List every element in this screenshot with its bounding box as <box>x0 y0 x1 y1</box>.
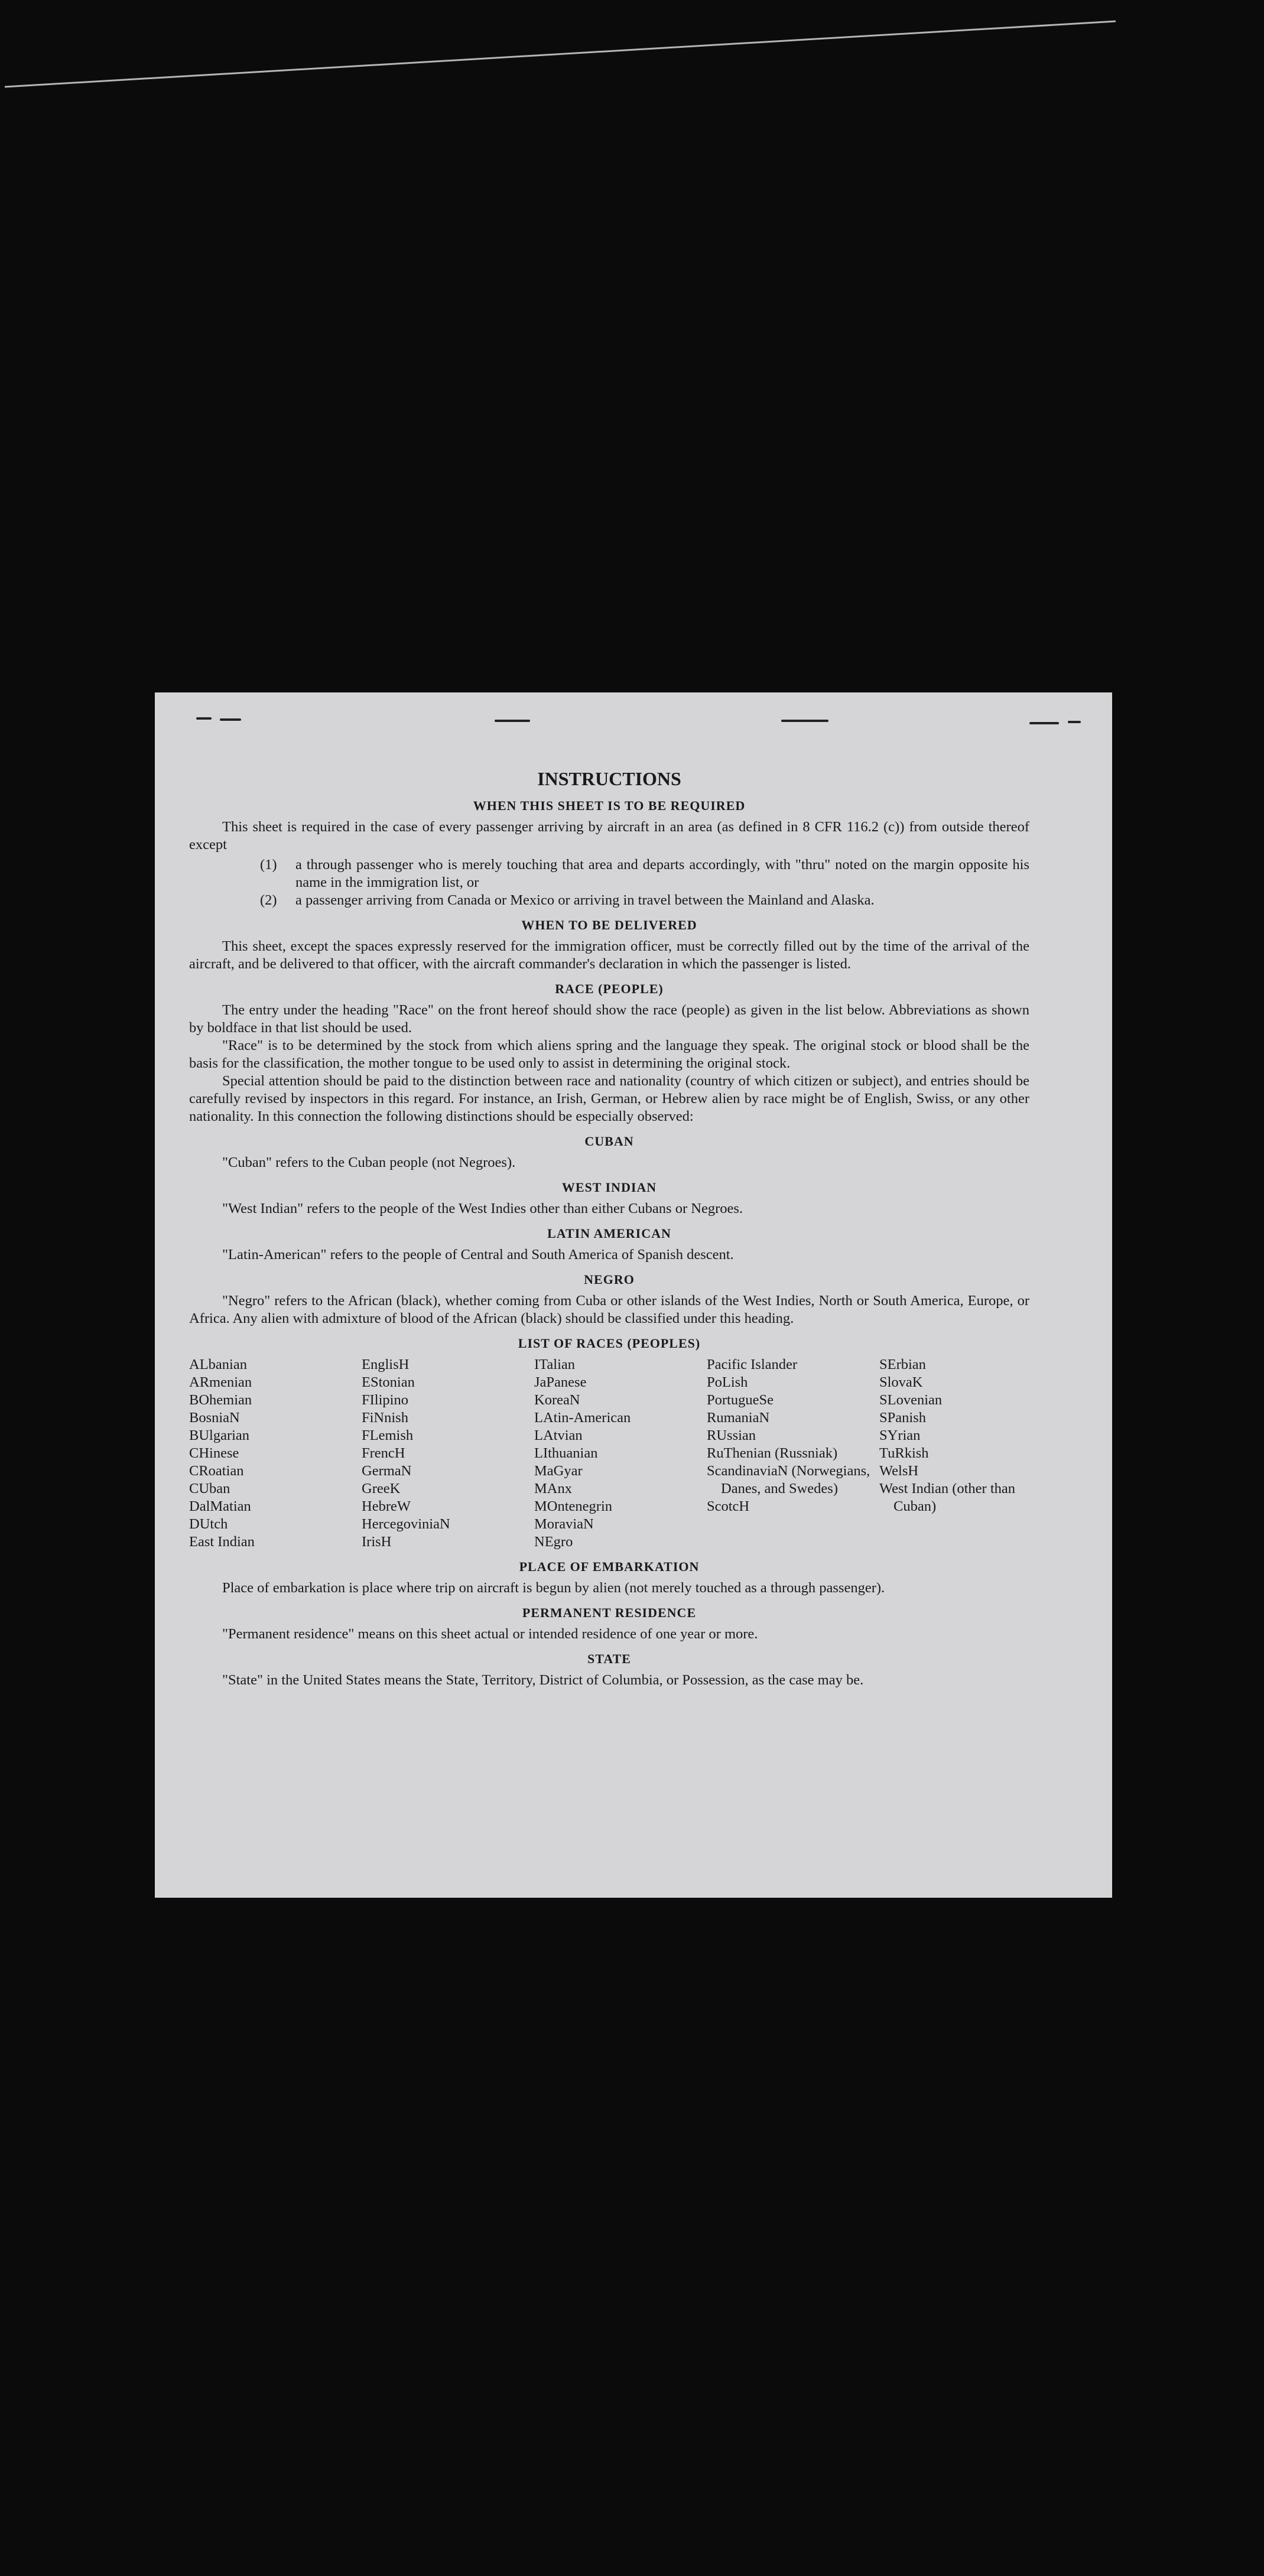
scan-speck <box>196 717 212 720</box>
race-item: MoraviaN <box>534 1516 594 1532</box>
race-item: MOntenegrin <box>534 1498 612 1514</box>
section-heading-west-indian: WEST INDIAN <box>561 1180 657 1195</box>
scan-speck <box>1068 721 1081 723</box>
race-item: SErbian <box>879 1357 926 1372</box>
race-item: BUlgarian <box>189 1427 250 1443</box>
clause-item <box>189 892 1029 909</box>
clause-text: a passenger arriving from Canada or Mexico or arriving in travel between the Mainland and Alaska. <box>295 892 875 908</box>
races-column <box>707 1356 879 1551</box>
race-item: FIlipino <box>362 1392 408 1408</box>
race-item: Pacific Islander <box>707 1357 798 1372</box>
race-item: SLovenian <box>879 1392 943 1408</box>
race-item: GermaN <box>362 1463 412 1479</box>
clause-number: (2) <box>260 892 277 908</box>
section-heading-when-delivered: WHEN TO BE DELIVERED <box>521 918 697 932</box>
race-item: EnglisH <box>362 1357 410 1372</box>
race-item: DUtch <box>189 1516 228 1532</box>
race-item: ScotcH <box>707 1498 750 1514</box>
paragraph: "State" in the United States means the State, Territory, District of Columbia, or Possession, as the case may be. <box>222 1672 864 1688</box>
race-item: TuRkish <box>879 1445 929 1461</box>
race-item: DalMatian <box>189 1498 251 1514</box>
race-item: PoLish <box>707 1374 748 1390</box>
race-item: SYrian <box>879 1427 921 1443</box>
race-item: LIthuanian <box>534 1445 598 1461</box>
paragraph: This sheet, except the spaces expressly reserved for the immigration officer, must be correctly filled out by the time of the arrival of the aircraft, and be delivered to that officer, with the aircraft commander's declaration in which the passenger is listed. <box>189 938 1029 972</box>
paragraph: Special attention should be paid to the distinction between race and nationality (country of which citizen or subject), and entries should be carefully revised by inspectors in this regard. For instance, an Irish, German, or Hebrew alien by race might be of English, Swiss, or any other nationality. In this connection the following distinctions should be especially observed: <box>189 1073 1029 1124</box>
race-item: JaPanese <box>534 1374 587 1390</box>
race-item: LAtin-American <box>534 1410 631 1426</box>
section-heading-negro: NEGRO <box>584 1272 635 1287</box>
race-item: MAnx <box>534 1481 572 1497</box>
clause-number: (1) <box>260 857 277 873</box>
section-heading-permanent-residence: PERMANENT RESIDENCE <box>522 1605 697 1620</box>
section-heading-cuban: CUBAN <box>584 1134 634 1149</box>
race-item: CRoatian <box>189 1463 244 1479</box>
race-item: BOhemian <box>189 1392 252 1408</box>
paragraph: The entry under the heading "Race" on the front hereof should show the race (people) as given in the list below. Abbreviations as shown by boldface in that list should be used. <box>189 1002 1029 1036</box>
paragraph: "Permanent residence" means on this sheet actual or intended residence of one year or more. <box>222 1626 758 1642</box>
races-column <box>879 1356 1033 1551</box>
race-item: EStonian <box>362 1374 415 1390</box>
race-item: MaGyar <box>534 1463 583 1479</box>
clause-list <box>189 856 1029 909</box>
race-item: FLemish <box>362 1427 414 1443</box>
paragraph: "Latin-American" refers to the people of Central and South America of Spanish descent. <box>222 1247 734 1263</box>
scan-edge-line <box>5 0 1116 89</box>
race-item: BosniaN <box>189 1410 240 1426</box>
race-item: ScandinaviaN (Norwegians, Danes, and Swedes) <box>707 1463 870 1497</box>
clause-item <box>189 856 1029 892</box>
race-item: RuThenian (Russniak) <box>707 1445 838 1461</box>
paragraph: Place of embarkation is place where trip on aircraft is begun by alien (not merely touched as a through passenger). <box>222 1580 885 1596</box>
race-item: FiNnish <box>362 1410 408 1426</box>
race-item: LAtvian <box>534 1427 583 1443</box>
section-heading-when-required: WHEN THIS SHEET IS TO BE REQUIRED <box>473 798 746 813</box>
race-item: CUban <box>189 1481 230 1497</box>
race-item: KoreaN <box>534 1392 580 1408</box>
race-item: ARmenian <box>189 1374 252 1390</box>
races-list <box>189 1356 1029 1551</box>
paragraph: "Race" is to be determined by the stock from which aliens spring and the language they speak. The original stock or blood shall be the basis for the classification, the mother tongue to be used only to assist in determining the original stock. <box>189 1037 1029 1071</box>
race-item: FrencH <box>362 1445 405 1461</box>
paragraph: "West Indian" refers to the people of the West Indies other than either Cubans or Negroes. <box>222 1201 743 1217</box>
scan-speck <box>220 718 241 721</box>
section-heading-list-of-races: LIST OF RACES (PEOPLES) <box>518 1336 701 1351</box>
races-column <box>189 1356 362 1551</box>
race-item: HercegoviniaN <box>362 1516 450 1532</box>
race-item: WelsH <box>879 1463 919 1479</box>
scan-speck <box>1029 722 1059 724</box>
race-item: CHinese <box>189 1445 239 1461</box>
section-heading-state: STATE <box>587 1651 631 1666</box>
race-item: SPanish <box>879 1410 926 1426</box>
race-item: HebreW <box>362 1498 411 1514</box>
scan-speck <box>495 720 530 722</box>
races-column <box>534 1356 707 1551</box>
section-heading-race: RACE (PEOPLE) <box>555 981 664 996</box>
race-item: NEgro <box>534 1534 573 1550</box>
races-column <box>362 1356 534 1551</box>
clause-text: a through passenger who is merely touching that area and departs accordingly, with "thru" noted on the margin opposite his name in the immigration list, or <box>295 857 1029 890</box>
instruction-sheet <box>155 692 1112 1898</box>
race-item: IrisH <box>362 1534 392 1550</box>
page-title: INSTRUCTIONS <box>537 768 681 789</box>
paragraph: This sheet is required in the case of every passenger arriving by aircraft in an area (as defined in 8 CFR 116.2 (c)) from outside thereof except <box>189 819 1029 853</box>
paragraph: "Cuban" refers to the Cuban people (not Negroes). <box>222 1154 516 1170</box>
race-item: West Indian (other than Cuban) <box>879 1481 1016 1514</box>
race-item: ITalian <box>534 1357 576 1372</box>
race-item: SlovaK <box>879 1374 923 1390</box>
scan-speck <box>781 720 828 722</box>
race-item: RumaniaN <box>707 1410 770 1426</box>
race-item: GreeK <box>362 1481 401 1497</box>
race-item: PortugueSe <box>707 1392 774 1408</box>
section-heading-embarkation: PLACE OF EMBARKATION <box>519 1559 700 1574</box>
race-item: RUssian <box>707 1427 756 1443</box>
section-heading-latin-american: LATIN AMERICAN <box>547 1226 671 1241</box>
paragraph: "Negro" refers to the African (black), whether coming from Cuba or other islands of the West Indies, North or South America, Europe, or Africa. Any alien with admixture of blood of the African (black) should be classified under this heading. <box>189 1293 1029 1326</box>
race-item: ALbanian <box>189 1357 247 1372</box>
race-item: East Indian <box>189 1534 255 1550</box>
